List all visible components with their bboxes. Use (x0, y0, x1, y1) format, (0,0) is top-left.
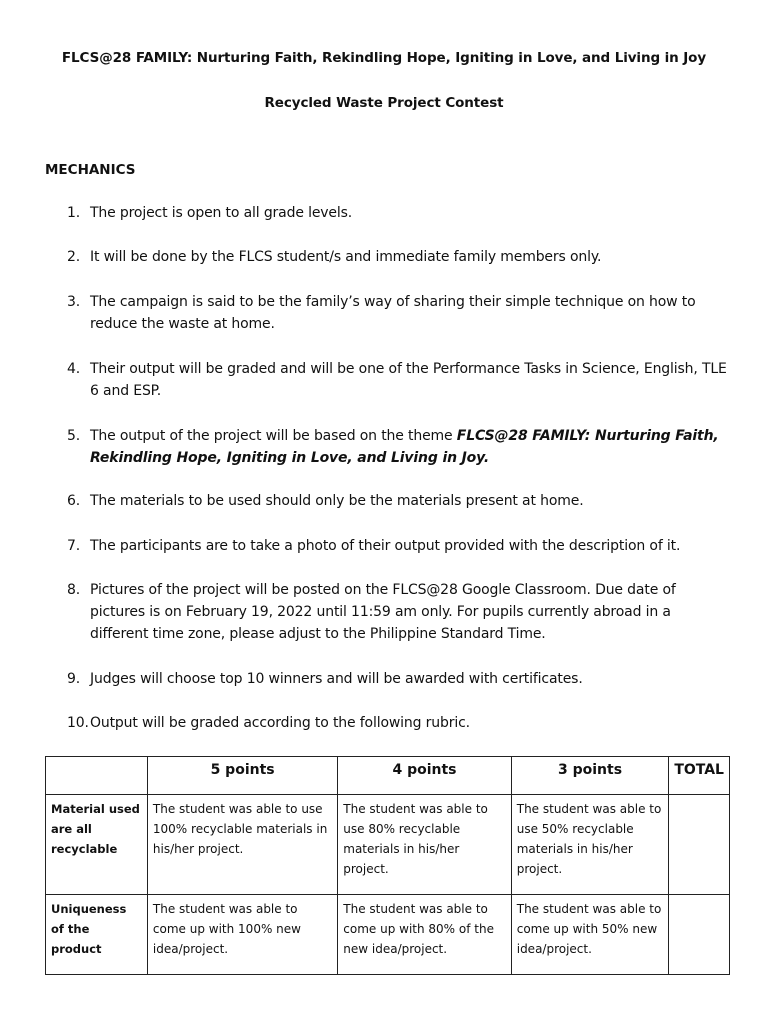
rubric-cell-3-points: The student was able to come up with 50% new idea/project. (511, 895, 669, 975)
mechanics-item-4 (67, 358, 727, 402)
item-number: 4. (67, 361, 81, 377)
rubric-cell-3-points: The student was able to use 50% recyclable materials in his/her project. (511, 795, 669, 895)
item-number: 7. (67, 538, 81, 554)
mechanics-item-9 (67, 668, 727, 690)
item-text: Pictures of the project will be posted on the FLCS@28 Google Classroom. Due date of pictures is on February 19, 2022 until 11:59 am only. For pupils currently abroad in a different time zone, please adjust to the Philippine Standard Time. (90, 582, 676, 642)
item-number: 9. (67, 671, 81, 687)
item-number: 1. (67, 205, 81, 221)
rubric-cell-total (669, 795, 730, 895)
item-text: The campaign is said to be the family’s way of sharing their simple technique on how to reduce the waste at home. (90, 294, 696, 332)
item-text (90, 425, 727, 469)
mechanics-item-7 (67, 535, 727, 557)
item-text: Judges will choose top 10 winners and will be awarded with certificates. (90, 671, 583, 687)
rubric-cell-5-points: The student was able to use 100% recyclable materials in his/her project. (147, 795, 337, 895)
item-text: Output will be graded according to the following rubric. (90, 715, 470, 731)
item-text: The materials to be used should only be the materials present at home. (90, 493, 584, 509)
item-number: 2. (67, 249, 81, 265)
item-number: 6. (67, 493, 81, 509)
rubric-header-4-points: 4 points (338, 757, 511, 795)
mechanics-item-3 (67, 291, 727, 335)
rubric-cell-4-points: The student was able to come up with 80% of the new idea/project. (338, 895, 511, 975)
rubric-header-row (46, 757, 730, 795)
rubric-header-criterion (46, 757, 148, 795)
rubric-cell-total (669, 895, 730, 975)
mechanics-item-8 (67, 579, 727, 645)
rubric-cell-5-points: The student was able to come up with 100% new idea/project. (147, 895, 337, 975)
item-text: The project is open to all grade levels. (90, 205, 353, 221)
rubric-criterion: Material used are all recyclable (46, 795, 148, 895)
item-text-plain: The output of the project will be based on the theme (90, 428, 457, 444)
mechanics-item-10 (67, 712, 727, 734)
rubric-cell-4-points: The student was able to use 80% recyclable materials in his/her project. (338, 795, 511, 895)
mechanics-item-2 (67, 246, 727, 268)
item-number: 10. (67, 715, 89, 731)
item-text: The participants are to take a photo of their output provided with the description of it. (90, 538, 681, 554)
rubric-criterion: Uniqueness of the product (46, 895, 148, 975)
rubric-row (46, 795, 730, 895)
mechanics-item-6 (67, 490, 727, 512)
item-number: 3. (67, 294, 81, 310)
rubric-table (45, 756, 730, 975)
item-number: 5. (67, 428, 81, 444)
rubric-header-5-points: 5 points (147, 757, 337, 795)
rubric-header-total: TOTAL (669, 757, 730, 795)
document-subtitle: Recycled Waste Project Contest (264, 95, 504, 111)
theme-emphasis: FLCS@28 FAMILY: Nurturing Faith, Rekindling Hope, Igniting in Love, and Living in Joy. (90, 428, 719, 466)
mechanics-item-1 (67, 202, 727, 224)
item-number: 8. (67, 582, 81, 598)
item-text: Their output will be graded and will be one of the Performance Tasks in Science, English, TLE 6 and ESP. (90, 361, 727, 399)
section-heading-mechanics: MECHANICS (45, 162, 136, 178)
document-title: FLCS@28 FAMILY: Nurturing Faith, Rekindling Hope, Igniting in Love, and Living in Joy (61, 50, 707, 66)
mechanics-item-5 (67, 425, 727, 469)
rubric-row (46, 895, 730, 975)
item-text: It will be done by the FLCS student/s and immediate family members only. (90, 249, 602, 265)
rubric-header-3-points: 3 points (511, 757, 669, 795)
